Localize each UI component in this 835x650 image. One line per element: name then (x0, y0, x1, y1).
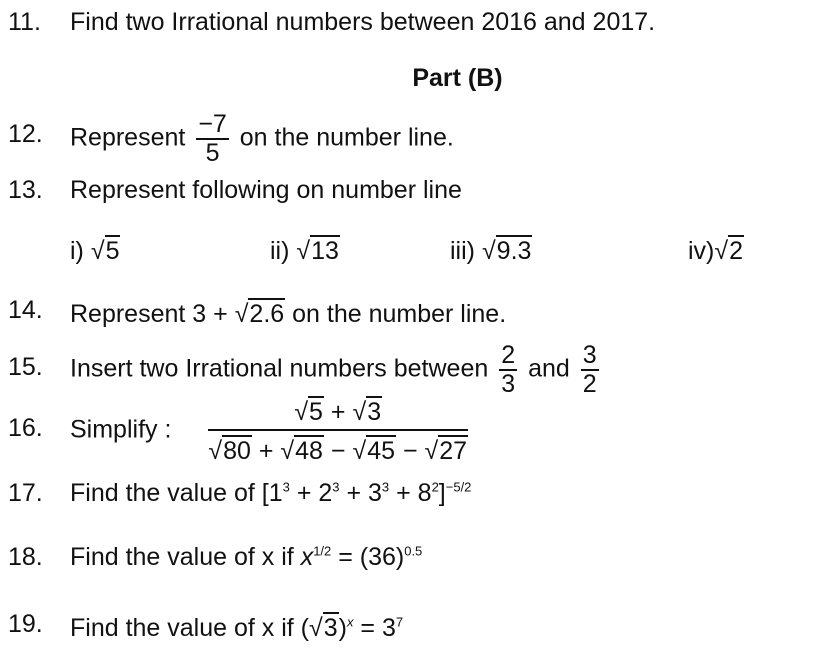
fraction: $\frac{-7}{5}$ (198, 110, 227, 167)
sub-item: iv)√2 (688, 237, 744, 265)
sub-item: iii) √9.3 (450, 237, 532, 265)
question-number: 13. (8, 176, 43, 204)
question-number: 12. (8, 120, 43, 148)
question-number: 16. (8, 414, 43, 442)
question-text: Represent following on number line (70, 176, 462, 204)
question-number: 17. (8, 479, 43, 507)
question-number: 14. (8, 296, 43, 324)
question-number: 11. (8, 8, 41, 36)
sub-item: i) √5 (70, 237, 120, 265)
sub-items (0, 235, 835, 269)
question-text: Simplify : √5 + √3 √80 + √48 − √45 − √27 (70, 398, 468, 465)
question-text: Find the value of x if $x^{1/2} = (36)^{0.5}$ (70, 543, 423, 571)
question-text: Represent 3 + √2.6 on the number line. (70, 300, 507, 328)
fraction-numerator: √5 + √3 (208, 396, 468, 431)
fraction: $\frac{3}{2}$ (582, 341, 597, 398)
question-number: 19. (8, 610, 43, 638)
fraction-denominator: √80 + √48 − √45 − √27 (208, 437, 468, 465)
question-text: Find the value of $[1^3 + 2^3 + 3^3 + 8^2]^{-5/2}$ (70, 479, 472, 507)
question-number: 15. (8, 353, 43, 381)
section-heading: Part (B) (412, 64, 503, 92)
fraction: $\frac{2}{3}$ (501, 341, 516, 398)
question-text: Insert two Irrational numbers between $\frac{2}{3}$ and $\frac{3}{2}$ (70, 341, 597, 398)
question-text: Represent $\frac{-7}{5}$ on the number line. (70, 110, 454, 167)
question-number: 18. (8, 543, 43, 571)
sub-item: ii) √13 (270, 237, 339, 265)
question-text: Find the value of x if $(√3)^x = 3^7$ (70, 614, 404, 642)
fraction (208, 396, 468, 464)
question-text: Find two Irrational numbers between 2016 and 2017. (70, 8, 656, 36)
